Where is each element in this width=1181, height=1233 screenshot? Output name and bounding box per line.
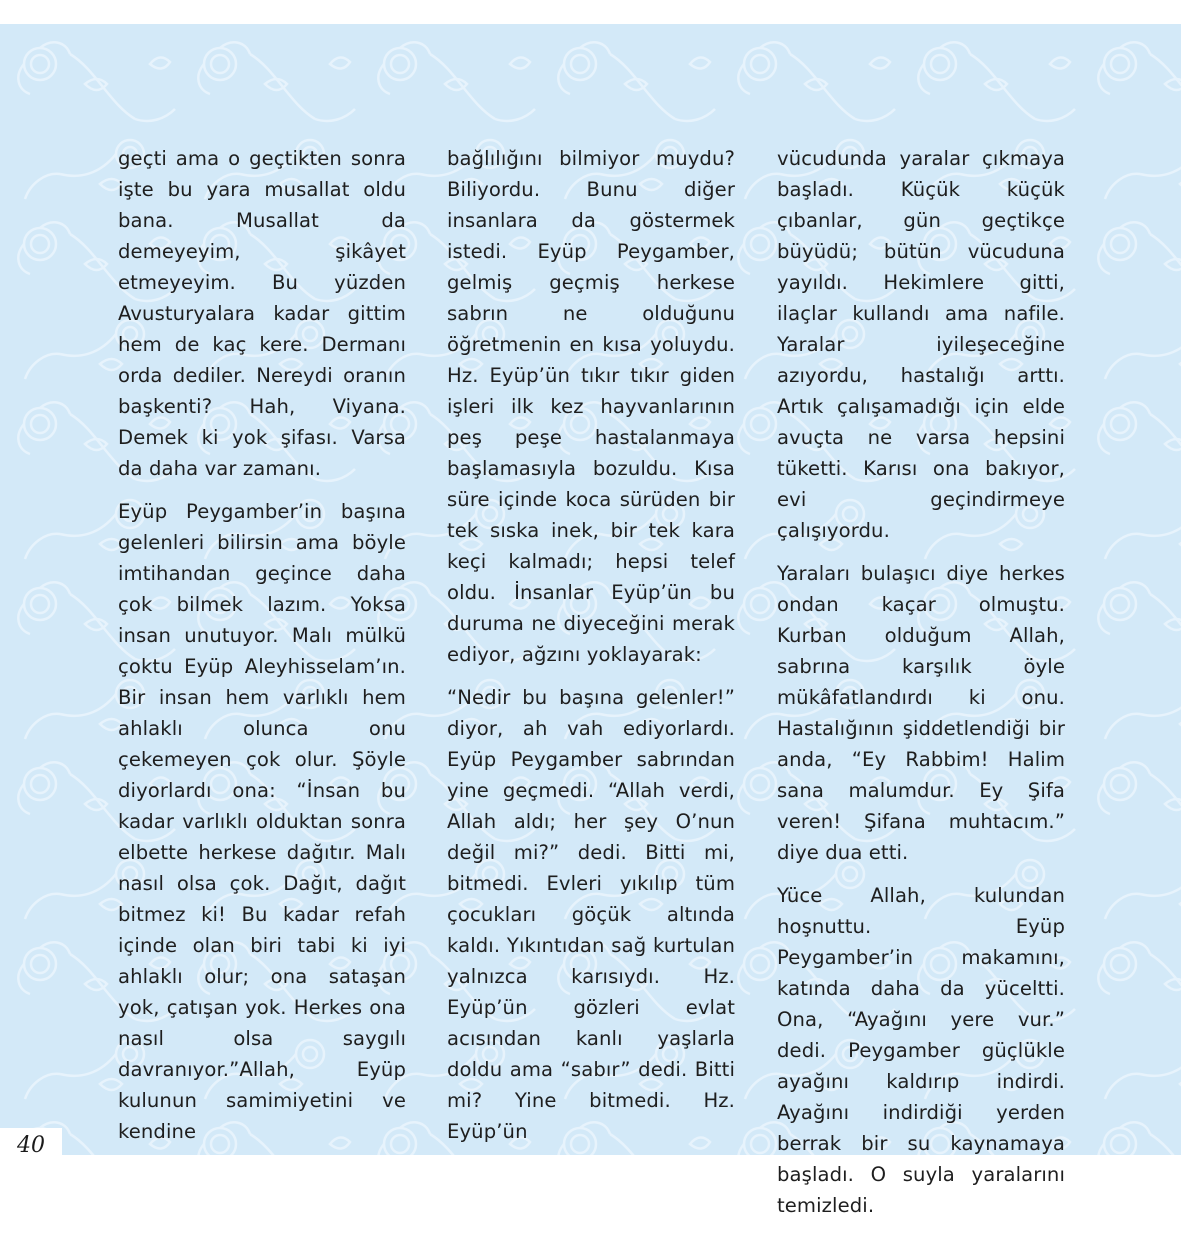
paragraph: Eyüp Peygamber’in başına gelenleri bilirsin ama böyle imtihandan geçince daha çok bilmek lazım. Yoksa insan unutuyor. Malı mülkü çoktu Eyüp Aleyhisselam’ın. Bir insan hem varlıklı hem ahlaklı olunca onu çekemeyen çok olur. Şöyle diyorlardı ona: “İnsan bu kadar varlıklı olduktan sonra elbette herkese dağıtır. Malı nasıl olsa çok. Dağıt, dağıt bitmez ki! Bu kadar refah içinde olan biri tabi ki iyi ahlaklı olur; ona sataşan yok, çatışan yok. Herkes ona nasıl olsa saygılı davranıyor.”Allah, Eyüp kulunun samimiyetini ve kendine — [118, 500, 406, 1143]
page-number: 40 — [0, 1128, 62, 1164]
paragraph: “Nedir bu başına gelenler!” diyor, ah vah ediyorlardı. Eyüp Peygamber sabrından yine geçmedi. “Allah verdi, Allah aldı; her şey O’nun değil mi?” dedi. Bitti mi, bitmedi. Evleri yıkılıp tüm çocukları göçük altında kaldı. Yıkıntıdan sağ kurtulan yalnızca karısıydı. Hz. Eyüp’ün gözleri evlat acısından kanlı yaşlarla doldu ama “sabır” dedi. Bitti mi? Yine bitmedi. Hz. Eyüp’ün — [447, 686, 735, 1143]
paragraph: geçti ama o geçtikten sonra işte bu yara musallat oldu bana. Musallat da demeyeyim, şikâyet etmeyeyim. Bu yüzden Avusturyalara kadar gittim hem de kaç kere. Dermanı orda dediler. Nereydi oranın başkenti? Hah, Viyana. Demek ki yok şifası. Varsa da daha var zamanı. — [118, 147, 406, 480]
text-column-3 — [777, 143, 1065, 1233]
paragraph: Yüce Allah, kulundan hoşnuttu. Eyüp Peygamber’in makamını, katında daha da yüceltti. Ona, “Ayağını yere vur.” dedi. Peygamber güçlükle ayağını kaldırıp indirdi. Ayağını indirdiği yerden berrak bir su kaynamaya başladı. O suyla yaralarını temizledi. — [777, 884, 1065, 1217]
paragraph: vücudunda yaralar çıkmaya başladı. Küçük küçük çıbanlar, gün geçtikçe büyüdü; bütün vücuduna yayıldı. Hekimlere gitti, ilaçlar kullandı ama nafile. Yaralar iyileşeceğine azıyordu, hastalığı arttı. Artık çalışamadığı için elde avuçta ne varsa hepsini tüketti. Karısı ona bakıyor, evi geçindirmeye çalışıyordu. — [777, 147, 1065, 542]
paragraph: Yaraları bulaşıcı diye herkes ondan kaçar olmuştu. Kurban olduğum Allah, sabrına karşılık öyle mükâfatlandırdı ki onu. Hastalığının şiddetlendiği bir anda, “Ey Rabbim! Halim sana malumdur. Ey Şifa veren! Şifana muhtacım.” diye dua etti. — [777, 562, 1065, 864]
text-column-1 — [118, 143, 406, 1159]
paragraph: bağlılığını bilmiyor muydu? Biliyordu. Bunu diğer insanlara da göstermek istedi. Eyüp Peygamber, gelmiş geçmiş herkese sabrın ne olduğunu öğretmenin en kısa yoluydu. Hz. Eyüp’ün tıkır tıkır giden işleri ilk kez hayvanlarının peş peşe hastalanmaya başlamasıyla bozuldu. Kısa süre içinde koca sürüden bir tek sıska inek, bir tek kara keçi kalmadı; hepsi telef oldu. İnsanlar Eyüp’ün bu duruma ne diyeceğini merak ediyor, ağzını yoklayarak: — [447, 147, 735, 666]
text-column-2 — [447, 143, 735, 1159]
